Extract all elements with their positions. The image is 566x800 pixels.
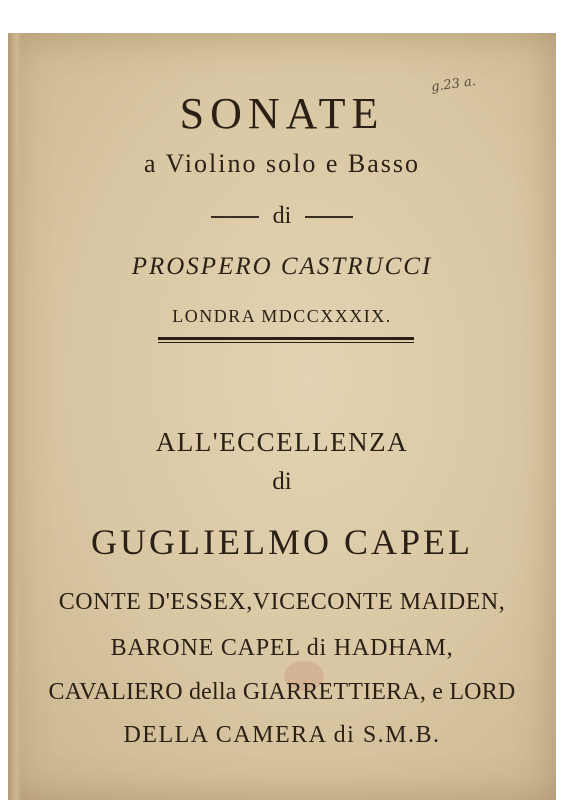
flourish-right xyxy=(305,216,353,218)
work-subtitle: a Violino solo e Basso xyxy=(144,149,420,178)
place-date: LONDRA MDCCXXXIX. xyxy=(172,306,392,326)
di-text-2: di xyxy=(272,468,292,495)
dedicatee-title-line: DELLA CAMERA di S.M.B. xyxy=(123,722,441,748)
di-text: di xyxy=(272,203,292,229)
dedicatee-title-line: BARONE CAPEL di HADHAM, xyxy=(110,635,454,661)
double-rule-top xyxy=(158,337,414,340)
shelfmark: g.23 a. xyxy=(430,73,477,96)
work-title: SONATE xyxy=(179,89,385,138)
dedicatee-name: GUGLIELMO CAPEL xyxy=(91,522,473,562)
dedicatee-title-line: CAVALIERO della GIARRETTIERA, e LORD xyxy=(48,679,516,705)
dedication-heading: ALL'ECCELLENZA xyxy=(155,427,409,457)
composer-name: PROSPERO CASTRUCCI xyxy=(131,253,433,280)
dedicatee-title-line: CONTE D'ESSEX,VICECONTE MAIDEN, xyxy=(58,589,506,615)
title-page xyxy=(8,33,556,800)
di-line xyxy=(8,203,556,230)
double-rule-bottom xyxy=(158,342,414,343)
flourish-left xyxy=(211,216,259,218)
